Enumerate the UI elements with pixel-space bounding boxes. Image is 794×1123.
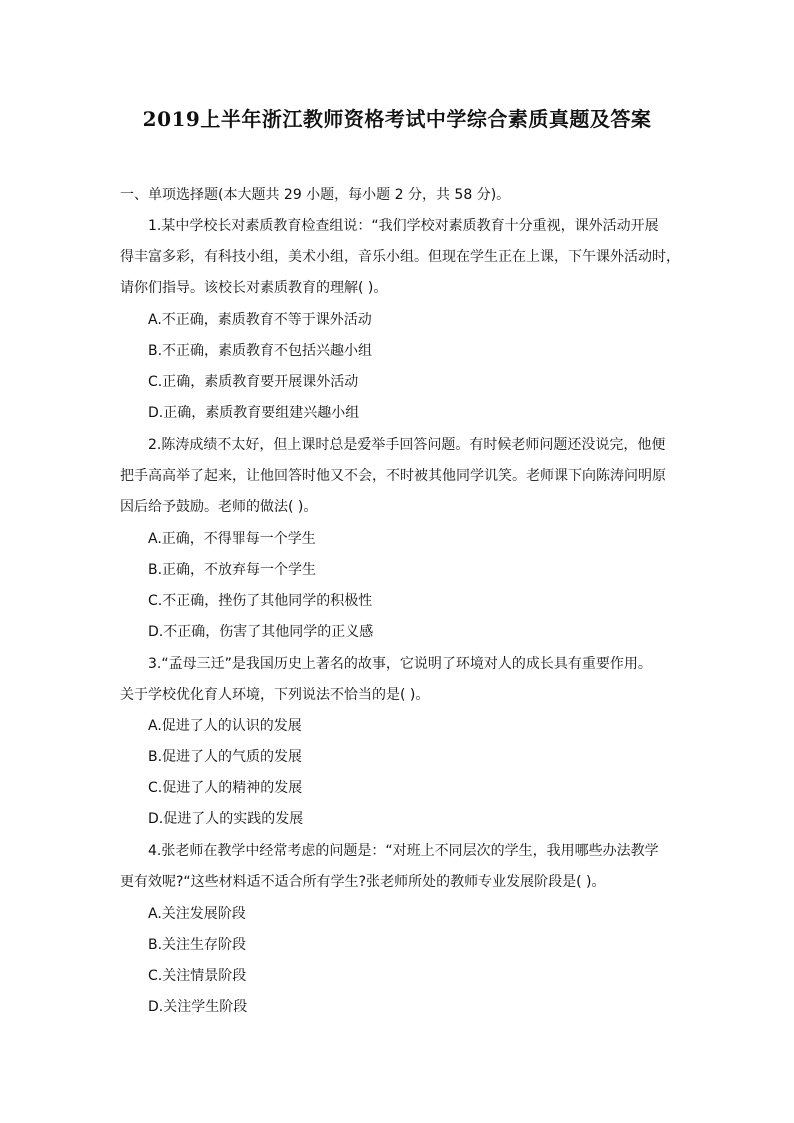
option-d: D.关注学生阶段	[148, 999, 248, 1015]
option-c: C.促进了人的精神的发展	[148, 780, 303, 796]
option-b: B.促进了人的气质的发展	[148, 749, 303, 765]
option-b: B.正确，不放弃每一个学生	[148, 562, 317, 578]
question-text-line: 1.某中学校长对素质教育检查组说：“我们学校对素质教育十分重视，课外活动开展	[148, 218, 659, 234]
option-a: A.促进了人的认识的发展	[148, 718, 302, 734]
option-b: B.不正确，素质教育不包括兴趣小组	[148, 343, 373, 359]
question-text-line: 因后给予鼓励。老师的做法( )。	[120, 499, 318, 515]
option-c: C.关注情景阶段	[148, 968, 247, 984]
option-c: C.正确，素质教育要开展课外活动	[148, 374, 359, 390]
option-b: B.关注生存阶段	[148, 937, 247, 953]
option-c: C.不正确，挫伤了其他同学的积极性	[148, 593, 373, 609]
section-heading: 一、单项选择题(本大题共 29 小题，每小题 2 分，共 58 分)。	[120, 187, 511, 203]
option-a: A.正确，不得罪每一个学生	[148, 531, 316, 547]
question-text-line: 把手高高举了起来，让他回答时他又不会，不时被其他同学讥笑。老师课下向陈涛问明原	[120, 468, 666, 484]
question-text-line: 4.张老师在教学中经常考虑的问题是：“对班上不同层次的学生，我用哪些办法教学	[148, 843, 659, 859]
option-d: D.正确，素质教育要组建兴趣小组	[148, 405, 360, 421]
question-text-line: 得丰富多彩，有科技小组，美术小组，音乐小组。但现在学生正在上课，下午课外活动时，	[120, 249, 680, 265]
option-a: A.关注发展阶段	[148, 906, 246, 922]
question-text-line: 更有效呢?“这些材料适不适合所有学生?张老师所处的教师专业发展阶段是( )。	[120, 874, 606, 890]
question-text-line: 请你们指导。该校长对素质教育的理解( )。	[120, 280, 388, 296]
question-text-line: 2.陈涛成绩不太好，但上课时总是爱举手回答问题。有时候老师问题还没说完，他便	[148, 437, 666, 453]
question-text-line: 3.“孟母三迁”是我国历史上著名的故事，它说明了环境对人的成长具有重要作用。	[148, 656, 652, 672]
question-text-line: 关于学校优化育人环境，下列说法不恰当的是( )。	[120, 687, 430, 703]
option-d: D.不正确，伤害了其他同学的正义感	[148, 624, 374, 640]
document-title: 2019上半年浙江教师资格考试中学综合素质真题及答案	[142, 107, 652, 131]
option-d: D.促进了人的实践的发展	[148, 811, 304, 827]
option-a: A.不正确，素质教育不等于课外活动	[148, 312, 372, 328]
